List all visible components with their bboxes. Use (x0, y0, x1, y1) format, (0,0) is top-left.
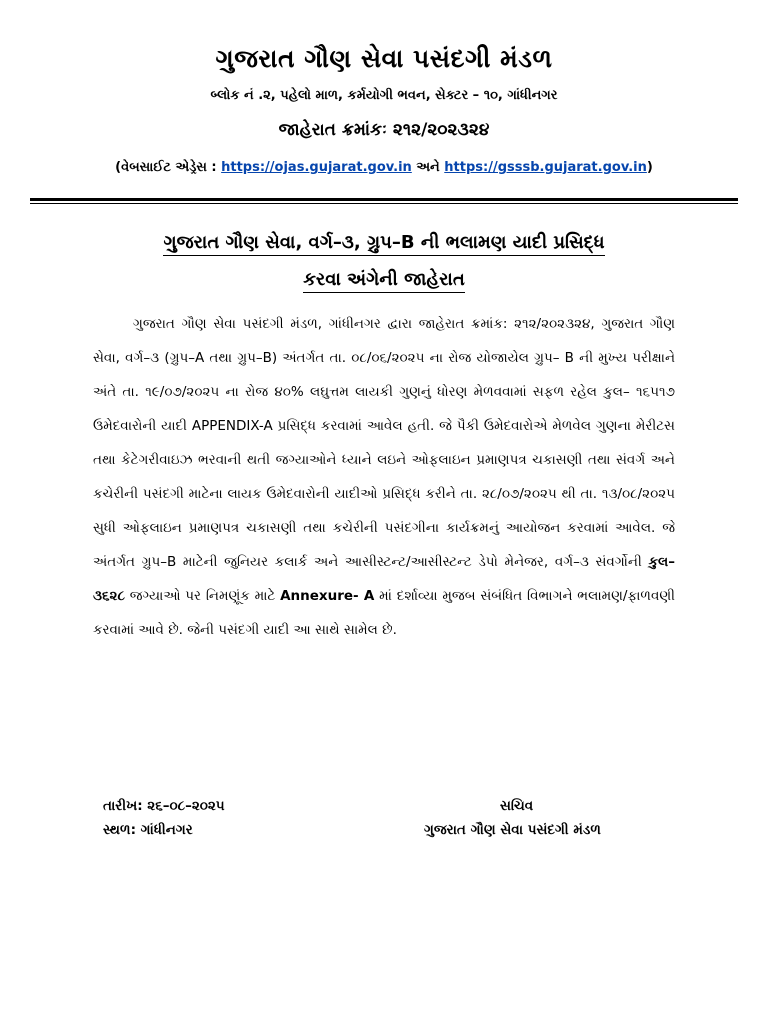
website-line (0, 160, 768, 175)
website-suffix: ) (646, 160, 653, 175)
signatory-title: સચિવ (500, 798, 534, 814)
signatory-org: ગુજરાત ગૌણ સેવા પસંદગી મંડળ (424, 822, 601, 838)
body-bold-annexure: Annexure- A (280, 588, 375, 604)
body-part2: જગ્યાઓ પર નિમણૂંક માટે (124, 588, 281, 604)
body-part1: ગુજરાત ગૌણ સેવા પસંદગી મંડળ, ગાંધીનગર દ્વારા જાહેરાત ક્રમાંક: ૨૧૨/૨૦૨૩૨૪, ગુજરાત ગૌણ સેવા, વર્ગ–૩ (ગ્રુપ–A તથા ગ્રુપ–B) અંતર્ગત તા. ૦૮/૦૬/૨૦૨૫ ના રોજ યોજાયેલ ગ્રુપ– B ની મુખ્ય પરીક્ષાને અંતે તા. ૧૯/૦૭/૨૦૨૫ ના રોજ ૪૦% લઘુત્તમ લાયકી ગુણનું ધોરણ મેળવવામાં સફળ રહેલ કુલ– ૧૬૫૧૭ ઉમેદવારોની યાદી APPENDIX-A પ્રસિદ્ધ કરવામાં આવેલ હતી. જે પૈકી ઉમેદવારોએ મેળવેલ ગુણના મેરીટસ તથા કેટેગરીવાઇઝ ભરવાની થતી જગ્યાઓને ધ્યાને લઇને ઓફલાઇન પ્રમાણપત્ર ચકાસણી તથા સંવર્ગ અને કચેરીની પસંદગી માટેના લાયક ઉમેદવારોની યાદીઓ પ્રસિદ્ધ કરીને તા. ૨૮/૦૭/૨૦૨૫ થી તા. ૧૩/૦૮/૨૦૨૫ સુધી ઓફલાઇન પ્રમાણપત્ર ચકાસણી તથા કચેરીની પસંદગીના કાર્યક્રમનું આયોજન કરવામાં આવેલ. જે અંતર્ગત ગ્રુપ–B માટેની જુનિયર કલાર્ક અને આસીસ્ટન્ટ/આસીસ્ટન્ટ ડેપો મેનેજર, વર્ગ–૩ સંવર્ગોની (93, 316, 675, 570)
body-bold-total-posts: કુલ–૩૬૨૮ (93, 554, 675, 604)
body-part3: માં દર્શાવ્યા મુજબ સંબંધિત વિભાગને ભલામણ/ફાળવણી કરવામાં આવે છે. જેની પસંદગી યાદી આ સાથે સામેલ છે. (93, 588, 675, 638)
notice-heading-line1-text: ગુજરાત ગૌણ સેવા, વર્ગ–૩, ગ્રુપ–B ની ભલામણ યાદી પ્રસિદ્ધ (163, 232, 604, 256)
notice-heading-line1 (0, 232, 768, 253)
notice-body (93, 307, 675, 647)
gsssb-link[interactable]: https://gsssb.gujarat.gov.in (444, 160, 647, 175)
footer-date: તારીખ: ૨૬–૦૮–૨૦૨૫ (103, 798, 225, 814)
org-address: બ્લોક નં .૨, પહેલો માળ, કર્મયોગી ભવન, સેક્ટર – ૧૦, ગાંધીનગર (210, 88, 558, 103)
header-divider-thick (30, 198, 738, 201)
org-title: ગુજરાત ગૌણ સેવા પસંદગી મંડળ (215, 44, 553, 73)
header-divider-thin (30, 203, 738, 204)
website-and: અને (411, 160, 445, 175)
footer-place: સ્થળ: ગાંધીનગર (103, 822, 193, 838)
notice-heading-line2-text: કરવા અંગેની જાહેરાત (303, 269, 465, 293)
notice-heading-line2 (0, 269, 768, 290)
ojas-link[interactable]: https://ojas.gujarat.gov.in (221, 160, 412, 175)
website-prefix: (વેબસાઈટ એડ્રેસ : (115, 160, 222, 175)
advertisement-number: જાહેરાત ક્રમાંકઃ ૨૧૨/૨૦૨૩૨૪ (278, 120, 490, 140)
